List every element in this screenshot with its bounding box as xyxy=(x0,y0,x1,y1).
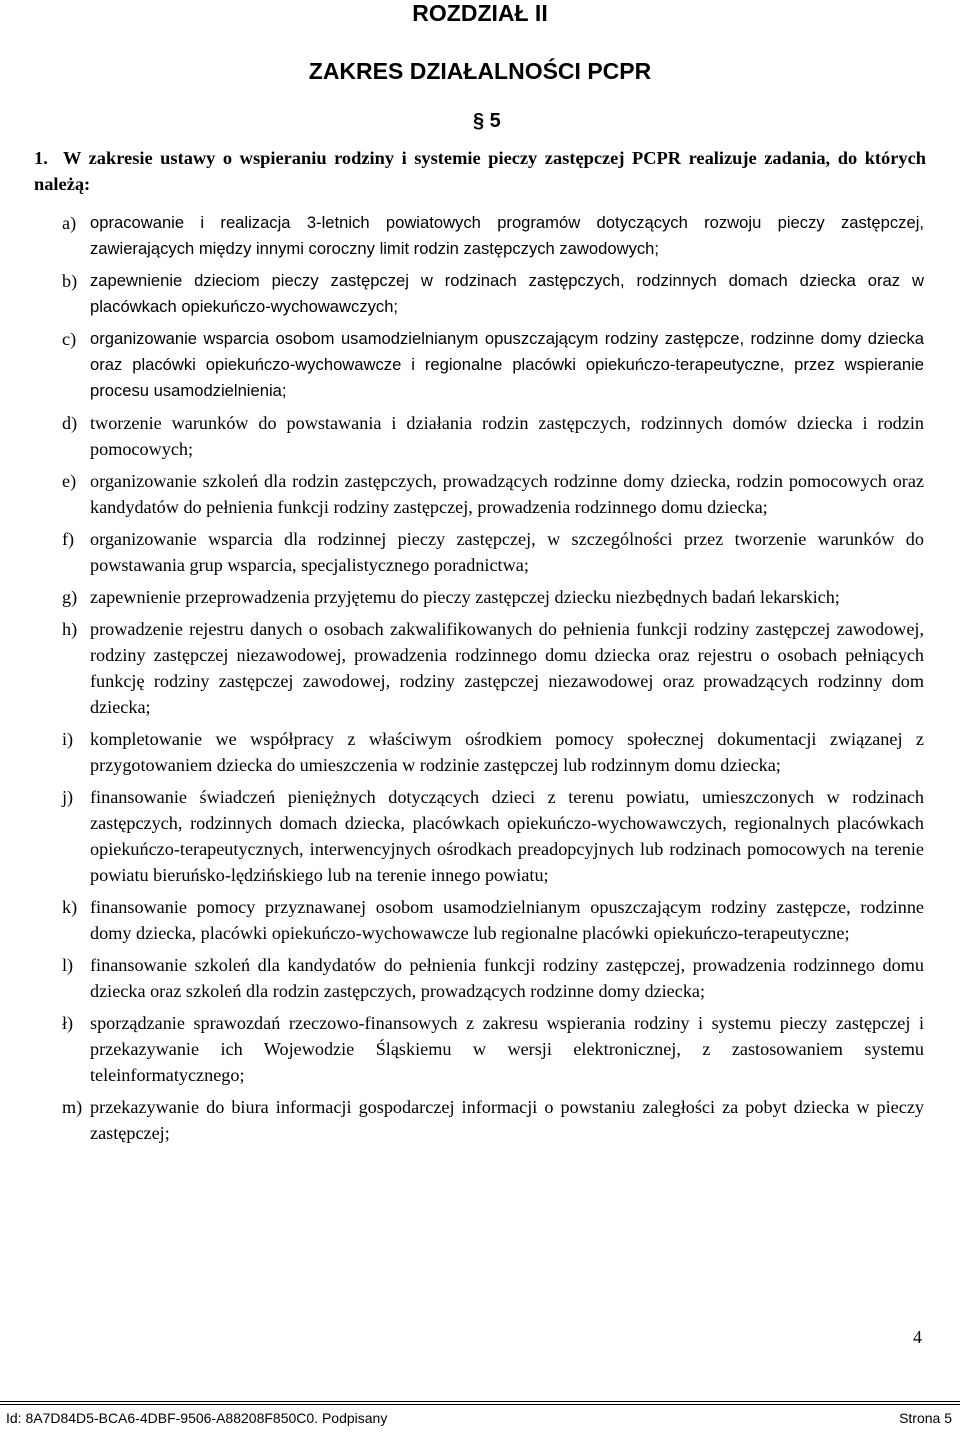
list-item-text: finansowanie pomocy przyznawanej osobom usamodzielnianym opuszczającym rodziny zastępcze, rodzinne domy dziecka, placówki opiekuńczo-wychowawcze lub regionalne placówki opiekuńczo-terapeutyczne; xyxy=(90,897,924,943)
list-item-text: zapewnienie przeprowadzenia przyjętemu do pieczy zastępczej dziecku niezbędnych badań lekarskich; xyxy=(90,587,840,607)
list-item-text: finansowanie świadczeń pieniężnych dotyczących dzieci z terenu powiatu, umieszczonych w rodzinach zastępczych, rodzinnych domach dziecka, placówkach opiekuńczo-wychowawczych, regionalnych placówkach opiekuńczo-terapeutycznych, interwencyjnych ośrodkach preadopcyjnych lub rodzinach pomocowych na terenie powiatu bieruńsko-lędzińskiego lub na terenie innego powiatu; xyxy=(90,787,924,885)
list-item xyxy=(62,326,924,404)
list-item-text: organizowanie szkoleń dla rodzin zastępczych, prowadzących rodzinne domy dziecka, rodzin pomocowych oraz kandydatów do pełnienia funkcji rodziny zastępczej, prowadzenia rodzinnego domu dziecka; xyxy=(90,471,924,517)
list-item-label: l) xyxy=(62,955,74,975)
list-item-label: k) xyxy=(62,897,78,917)
list-item-label: d) xyxy=(62,413,78,433)
list-item xyxy=(62,616,924,720)
list-item-text: tworzenie warunków do powstawania i działania rodzin zastępczych, rodzinnych domów dziecka i rodzin pomocowych; xyxy=(90,413,924,459)
list-item-text: opracowanie i realizacja 3-letnich powiatowych programów dotyczących rozwoju pieczy zastępczej, zawierających między innymi coroczny limit rodzin zastępczych zawodowych; xyxy=(90,213,924,258)
list-item-label: j) xyxy=(62,787,74,807)
page-number: 4 xyxy=(913,1327,922,1347)
list-item-text: organizowanie wsparcia osobom usamodzielnianym opuszczającym rodziny zastępcze, rodzinne domy dziecka oraz placówki opiekuńczo-wychowawcze i regionalne placówki opiekuńczo-terapeutyczne, przez wspieranie procesu usamodzielnienia; xyxy=(90,329,924,400)
footer-page-label: Strona 5 xyxy=(899,1410,952,1426)
list-item-label: i) xyxy=(62,729,74,749)
intro-paragraph xyxy=(34,145,926,197)
list-item-label: f) xyxy=(62,529,75,549)
list-item-label: e) xyxy=(62,471,77,491)
list-item xyxy=(62,410,924,462)
intro-number: 1. xyxy=(34,148,48,168)
list-item xyxy=(62,784,924,888)
task-list xyxy=(62,210,924,1152)
list-item-text: sporządzanie sprawozdań rzeczowo-finansowych z zakresu wspierania rodziny i systemu pieczy zastępczej i przekazywanie ich Wojewodzie Śląskiemu w wersji elektronicznej, z zastosowaniem systemu teleinformatycznego; xyxy=(90,1013,924,1085)
list-item-text: przekazywanie do biura informacji gospodarczej informacji o powstaniu zaległości za pobyt dziecka w pieczy zastępczej; xyxy=(90,1097,924,1143)
section-title: ZAKRES DZIAŁALNOŚCI PCPR xyxy=(308,58,652,84)
list-item-text: finansowanie szkoleń dla kandydatów do pełnienia funkcji rodziny zastępczej, prowadzenia rodzinnego domu dziecka oraz szkoleń dla rodzin zastępczych, prowadzących rodzinne domy dziecka; xyxy=(90,955,924,1001)
list-item-text: zapewnienie dzieciom pieczy zastępczej w rodzinach zastępczych, rodzinnych domach dziecka oraz w placówkach opiekuńczo-wychowawczych; xyxy=(90,271,924,316)
list-item xyxy=(62,468,924,520)
list-item-text: kompletowanie we współpracy z właściwym ośrodkiem pomocy społecznej dokumentacji związanej z przygotowaniem dziecka do umieszczenia w rodzinie zastępczej lub rodzinnym domu dziecka; xyxy=(90,729,924,775)
list-item-label: c) xyxy=(62,329,77,349)
list-item-label: a) xyxy=(62,213,77,233)
list-item xyxy=(62,726,924,778)
footer-divider xyxy=(0,1401,960,1402)
list-item xyxy=(62,1094,924,1146)
list-item-label: h) xyxy=(62,619,78,639)
list-item xyxy=(62,894,924,946)
list-item-label: ł) xyxy=(62,1013,74,1033)
list-item xyxy=(62,584,924,610)
list-item-label: g) xyxy=(62,587,78,607)
list-item xyxy=(62,210,924,262)
list-item xyxy=(62,1010,924,1088)
chapter-heading: ROZDZIAŁ II xyxy=(412,0,548,26)
list-item xyxy=(62,268,924,320)
list-item-text: organizowanie wsparcia dla rodzinnej pieczy zastępczej, w szczególności przez tworzenie warunków do powstawania grup wsparcia, specjalistycznego poradnictwa; xyxy=(90,529,924,575)
paragraph-number: § 5 xyxy=(473,110,501,132)
intro-text: W zakresie ustawy o wspieraniu rodziny i systemie pieczy zastępczej PCPR realizuje zadania, do których należą: xyxy=(34,148,926,194)
list-item-label: b) xyxy=(62,271,78,291)
list-item-text: prowadzenie rejestru danych o osobach zakwalifikowanych do pełnienia funkcji rodziny zastępczej zawodowej, rodziny zastępczej niezawodowej, prowadzenia rodzinnego domu dziecka oraz rejestru o osobach pełniących funkcję rodziny zastępczej zawodowej, rodziny zastępczej niezawodowej oraz prowadzących rodzinny dom dziecka; xyxy=(90,619,924,717)
list-item-label: m) xyxy=(62,1097,83,1117)
document-id: Id: 8A7D84D5-BCA6-4DBF-9506-A88208F850C0. Podpisany xyxy=(6,1410,388,1426)
footer-divider xyxy=(0,1404,960,1405)
list-item xyxy=(62,526,924,578)
list-item xyxy=(62,952,924,1004)
